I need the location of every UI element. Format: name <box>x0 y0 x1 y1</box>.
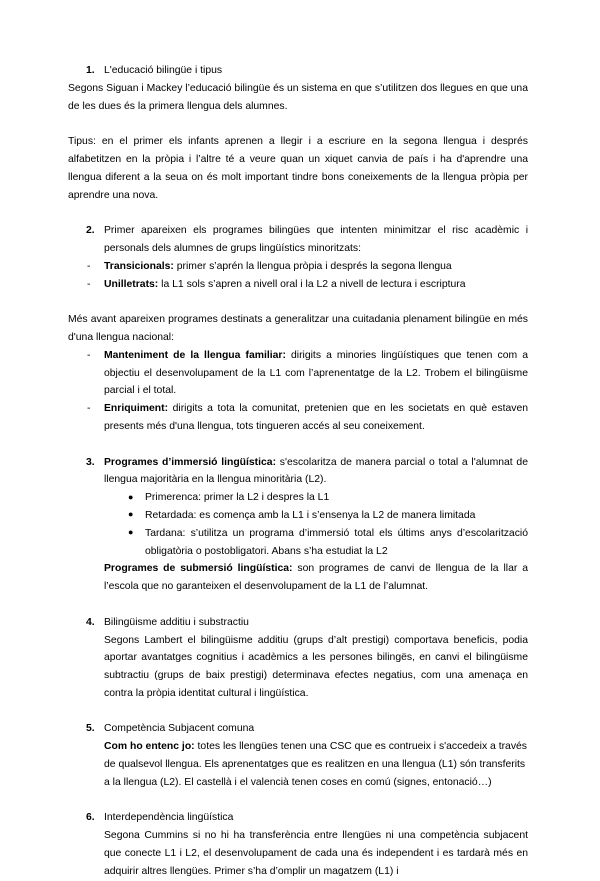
bullet-text: Retardada: es comença amb la L1 i s’ensenya la L2 de manera limitada <box>145 509 476 521</box>
dash-label: Transicionals: <box>104 260 174 272</box>
section-3-paragraph <box>104 454 528 490</box>
bullet-icon: ● <box>128 491 134 502</box>
section-6-paragraph: Segona Cummins si no hi ha transferència entre llengües ni una competència subjacent que conecte L1 i L2, el desenvolupament de cada una és independent i es tardarà més en adquirir altres llengües. Primer s’ha d’omplir un magatzem (L1) i <box>104 830 528 877</box>
spacer <box>68 436 528 454</box>
section-6-title: Interdependència lingüística <box>104 812 234 824</box>
section-3-label: Programes d’immersió lingüística: <box>104 456 277 468</box>
dash-line <box>104 258 528 276</box>
section-5-title: Competència Subjacent comuna <box>104 723 255 735</box>
bullet-icon: ● <box>128 509 134 520</box>
section-4-paragraph: Segons Lambert el bilingüisme additiu (grups d’alt prestigi) comportava beneficis, podia aportar avantatges cognitius i acadèmics a les persones bilingës, en canvi el bilingüisme subtractiu (grups de baix prestigi) determinava efectes negatius, com una amenaça en contra la pròpia identitat cultural i lingüística. <box>104 634 528 699</box>
numbered-item-6 <box>68 809 528 880</box>
numbered-item-5 <box>68 720 528 791</box>
section-2-title: Primer apareixen els programes bilingües que intenten minimitzar el risc acadèmic i personals dels alumnes de grups lingüístics minoritzats: <box>104 225 528 254</box>
section-1-paragraph-2: Tipus: en el primer els infants aprenen a llegir i a escriure en la segona llengua i després alfabetitzen en la pròpia i l’altre té a veure quan un xiquet canvia de país i ha d'aprendre una llengua diferent a la seua on és molt important tindre bons coneixements de la llengua pròpia per aprendre una nova. <box>68 136 528 201</box>
dash-marker: - <box>87 278 91 290</box>
numbered-item-4 <box>68 614 528 703</box>
spacer <box>68 204 528 222</box>
dash-text: primer s’aprén la llengua pròpia i després la segona llengua <box>173 260 452 272</box>
dash-item-transicionals <box>68 258 528 276</box>
bullet-item-retardada <box>68 507 528 525</box>
dash-item-manteniment <box>68 347 528 400</box>
section-3-closing <box>68 560 528 596</box>
section-5-paragraph <box>104 738 528 791</box>
dash-text: dirigits a tota la comunitat, pretenien que en les societats en què estaven presents més d'una llengua, tots tingueren accés al seu coneixement. <box>104 403 528 432</box>
spacer <box>68 596 528 614</box>
section-3-closing-paragraph <box>104 560 528 596</box>
list-number-5: 5. <box>86 723 95 735</box>
bullet-item-primerenca <box>68 489 528 507</box>
dash-marker: - <box>87 349 91 361</box>
spacer <box>68 792 528 810</box>
document-body <box>68 62 528 881</box>
list-number-1: 1. <box>86 65 95 76</box>
section-3-closing-label: Programes de submersió lingüística: <box>104 563 293 575</box>
numbered-item-2 <box>68 222 528 258</box>
spacer <box>68 293 528 311</box>
list-number-3: 3. <box>86 456 95 468</box>
list-number-2: 2. <box>86 225 95 237</box>
bullet-item-tardana <box>68 525 528 561</box>
spacer <box>68 115 528 133</box>
dash-text: la L1 sols s’apren a nivell oral i la L2 a nivell de lectura i escriptura <box>158 278 466 290</box>
section-3-closing-text: son programes de canvi de llengua de la llar a l’escola que no garanteixen el desenvolupament de la L1 de l’alumnat. <box>104 563 528 593</box>
bullet-text: Tardana: s’utilitza un programa d’immersió total els últims anys d’escolarització obligatòria o postobligatori. Abans s’ha estudiat la L2 <box>145 527 528 557</box>
section-1-paragraph-1: Segons Siguan i Mackey l’educació bilingüe és un sistema en que s’utilitzen dos llegues en que una de les dues és la primera llengua dels alumnes. <box>68 82 528 112</box>
numbered-item-1 <box>68 62 528 80</box>
dash-item-enriquiment <box>68 400 528 436</box>
dash-line <box>104 347 528 400</box>
section-4-title: Bilingüisme additiu i substractiu <box>104 616 249 628</box>
dash-line <box>104 400 528 436</box>
section-3-text: s'escolaritza de manera parcial o total a l'alumnat de llengua majoritària en la llengua minoritària (L2). <box>104 456 528 486</box>
numbered-item-3 <box>68 454 528 490</box>
list-number-4: 4. <box>86 616 95 628</box>
dash-marker: - <box>87 260 91 272</box>
section-1-title: L'educació bilingüe i tipus <box>104 65 223 76</box>
dash-label: Enriquiment: <box>104 403 169 415</box>
dash-line <box>104 276 528 294</box>
dash-marker: - <box>87 403 91 415</box>
dash-label: Manteniment de la llengua familiar: <box>104 349 286 361</box>
intro-more-paragraph: Més avant apareixen programes destinats a generalitzar una cuitadania plenament bilingüe en més d'una llengua nacional: <box>68 314 528 343</box>
dash-label: Unilletrats: <box>104 278 159 290</box>
dash-item-unilletrats <box>68 276 528 294</box>
dash-text: dirigits a minories lingüístiques que tenen com a objectiu el desenvolupament de la L1 com l’aprenentatge de la L2. Trobem el bilingüisme parcial i el total. <box>104 349 528 397</box>
section-5-text: totes les llengües tenen una CSC que es contrueix i s'accedeix a través de qualsevol llengua. Els aprenentatges que es realitzen en una llengua (L1) són transferits a la llengua (L2). El castellà i el valencià tenen coses en comú (signes, entonació…) <box>104 741 528 788</box>
list-number-6: 6. <box>86 812 95 824</box>
bullet-icon: ● <box>128 527 134 538</box>
spacer <box>68 703 528 721</box>
bullet-text: Primerenca: primer la L2 i despres la L1 <box>145 492 330 504</box>
section-5-label: Com ho entenc jo: <box>104 741 195 753</box>
